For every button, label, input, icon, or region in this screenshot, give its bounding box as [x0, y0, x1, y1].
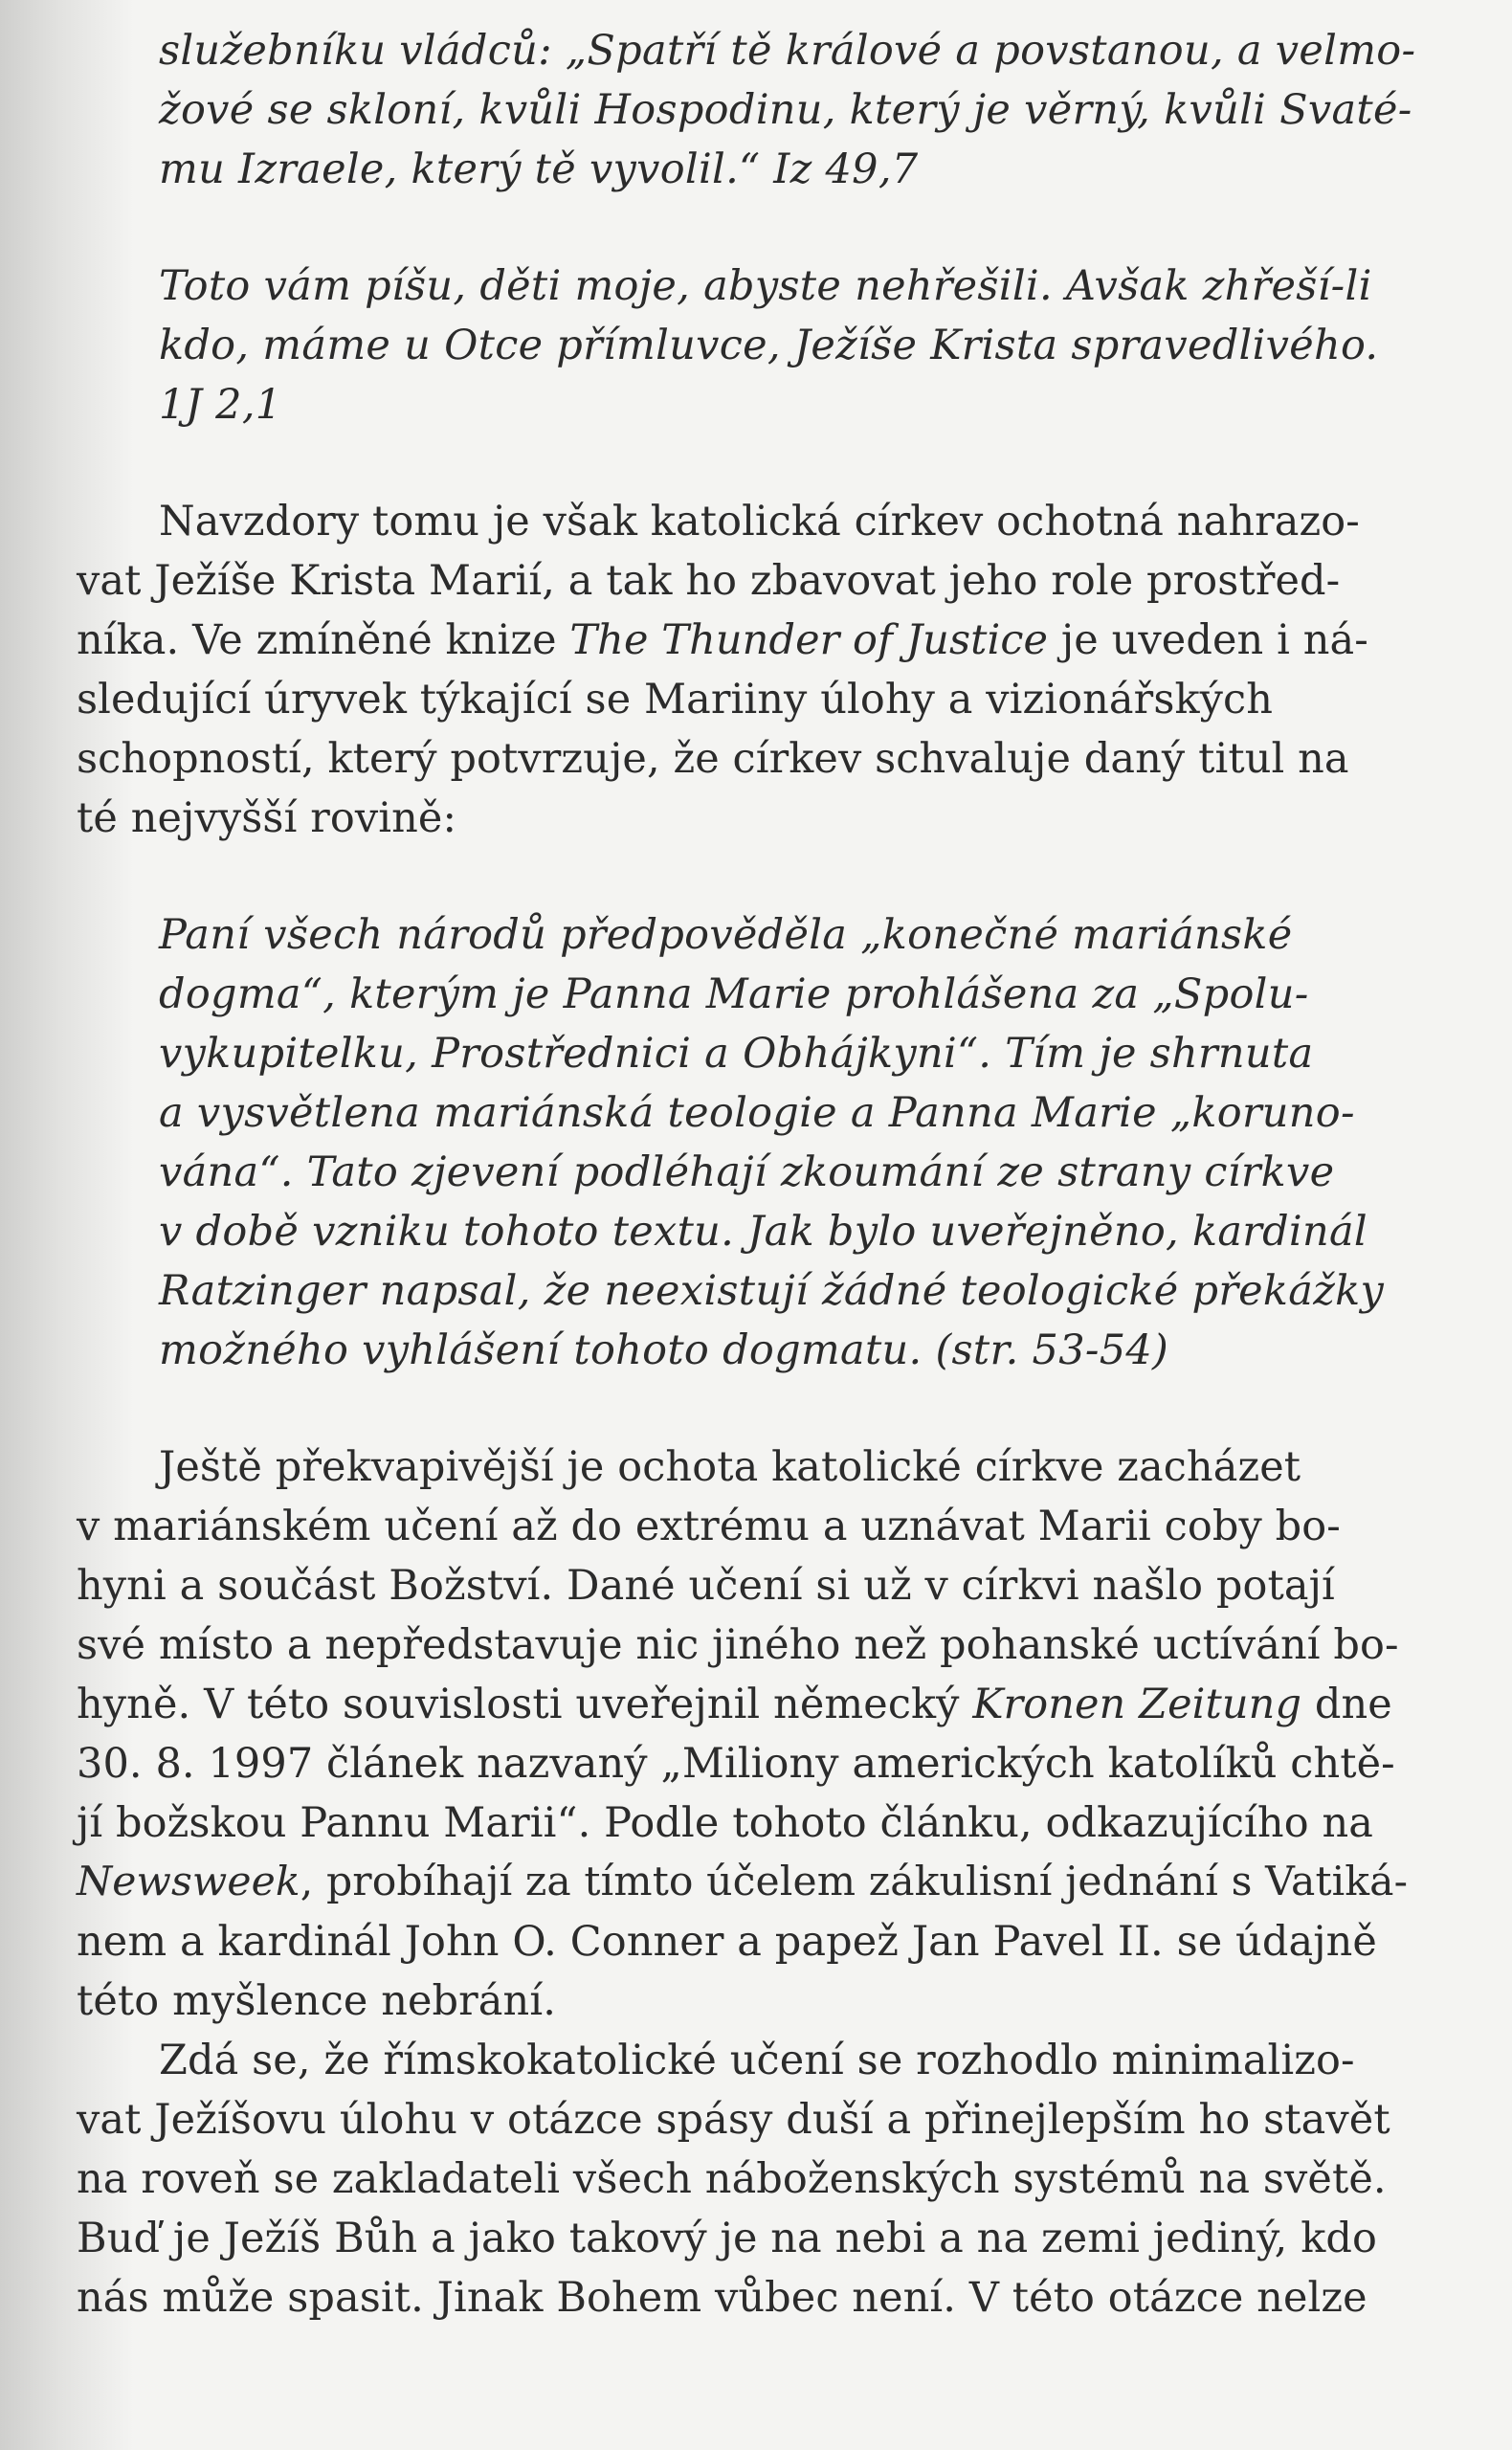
- quote-line: žové se skloní, kvůli Hospodinu, který je věrný, kvůli Svaté-: [159, 86, 1412, 134]
- paragraph-line: této myšlence nebrání.: [77, 1977, 556, 2025]
- paragraph-line: nem a kardinál John O. Conner a papež Jan Pavel II. se údajně: [77, 1918, 1377, 1966]
- paragraph-line: své místo a nepředstavuje nic jiného než pohanské uctívání bo-: [77, 1621, 1399, 1669]
- paragraph-line: Ještě překvapivější je ochota katolické církve zacházet: [159, 1443, 1301, 1491]
- text-run: je uveden i ná-: [1048, 616, 1368, 664]
- paragraph-line: sledující úryvek týkající se Mariiny úlohy a vizionářských: [77, 676, 1274, 724]
- quote-line: v době vzniku tohoto textu. Jak bylo uveřejněno, kardinál: [159, 1208, 1367, 1256]
- paragraph-line: Buď je Ježíš Bůh a jako takový je na nebi a na zemi jediný, kdo: [77, 2215, 1377, 2262]
- quote-line: Toto vám píšu, děti moje, abyste nehřešili. Avšak zhřeší-li: [159, 262, 1372, 310]
- magazine-title: Newsweek: [77, 1859, 300, 1905]
- paragraph-line: vat Ježíšovu úlohu v otázce spásy duší a přinejlepším ho stavět: [77, 2096, 1390, 2144]
- paragraph-line: vat Ježíše Krista Marií, a tak ho zbavovat jeho role prostřed-: [77, 557, 1341, 605]
- newspaper-title: Kronen Zeitung: [972, 1681, 1302, 1728]
- quote-line: kdo, máme u Otce přímluvce, Ježíše Krista spravedlivého.: [159, 322, 1379, 369]
- paragraph-line: Zdá se, že římskokatolické učení se rozhodlo minimalizo-: [159, 2037, 1355, 2084]
- quote-line: služebníku vládců: „Spatří tě králové a povstanou, a velmo-: [159, 27, 1416, 75]
- quote-line: 1J 2,1: [159, 381, 282, 429]
- quote-line: Paní všech národů předpověděla „konečné mariánské: [159, 911, 1293, 959]
- paragraph-marian-teaching: [77, 1437, 1421, 2031]
- text-run: , probíhají za tímto účelem zákulisní jednání s Vatiká-: [300, 1859, 1409, 1905]
- paragraph-line: na roveň se zakladateli všech náboženských systémů na světě.: [77, 2155, 1387, 2203]
- text-run: hyně. V této souvislosti uveřejnil německý: [77, 1681, 973, 1728]
- quote-line: možného vyhlášení tohoto dogmatu. (str. 53-54): [159, 1326, 1169, 1374]
- paragraph-line: Navzdory tomu je však katolická církev ochotná nahrazo-: [159, 498, 1360, 546]
- paragraph-thunder-of-justice: [77, 492, 1421, 848]
- paragraph-line: v mariánském učení až do extrému a uznávat Marii coby bo-: [77, 1503, 1341, 1550]
- quote-line: vykupitelku, Prostřednici a Obhájkyni“. Tím je shrnuta: [159, 1030, 1314, 1078]
- paragraph-line: hyni a součást Božství. Dané učení si už v církvi našlo potají: [77, 1562, 1335, 1610]
- paragraph-line: jí božskou Pannu Marii“. Podle tohoto článku, odkazujícího na: [77, 1799, 1373, 1847]
- paragraph-line: [77, 611, 1421, 670]
- paragraph-jesus-role: [77, 2031, 1421, 2328]
- paragraph-line: [77, 1853, 1421, 1912]
- book-page: [77, 21, 1421, 2328]
- text-run: dne: [1301, 1681, 1392, 1728]
- book-title: The Thunder of Justice: [569, 616, 1049, 664]
- quote-line: a vysvětlena mariánská teologie a Panna Marie „koruno-: [159, 1089, 1355, 1137]
- quote-first-john: [77, 256, 1421, 434]
- quote-isaiah: [77, 21, 1421, 199]
- text-run: níka. Ve zmíněné knize: [77, 616, 570, 664]
- quote-line: Ratzinger napsal, že neexistují žádné teologické překážky: [159, 1267, 1385, 1315]
- quote-line: mu Izraele, který tě vyvolil.“ Iz 49,7: [159, 145, 919, 193]
- paragraph-line: 30. 8. 1997 článek nazvaný „Miliony amerických katolíků chtě-: [77, 1740, 1395, 1788]
- quote-lady-of-all-nations: [77, 905, 1421, 1380]
- paragraph-line: [77, 1675, 1421, 1734]
- paragraph-line: schopností, který potvrzuje, že církev schvaluje daný titul na: [77, 735, 1349, 783]
- paragraph-line: té nejvyšší rovině:: [77, 794, 457, 842]
- quote-line: dogma“, kterým je Panna Marie prohlášena za „Spolu-: [159, 970, 1309, 1018]
- quote-line: vána“. Tato zjevení podléhají zkoumání ze strany církve: [159, 1148, 1335, 1196]
- paragraph-line: nás může spasit. Jinak Bohem vůbec není. V této otázce nelze: [77, 2274, 1367, 2322]
